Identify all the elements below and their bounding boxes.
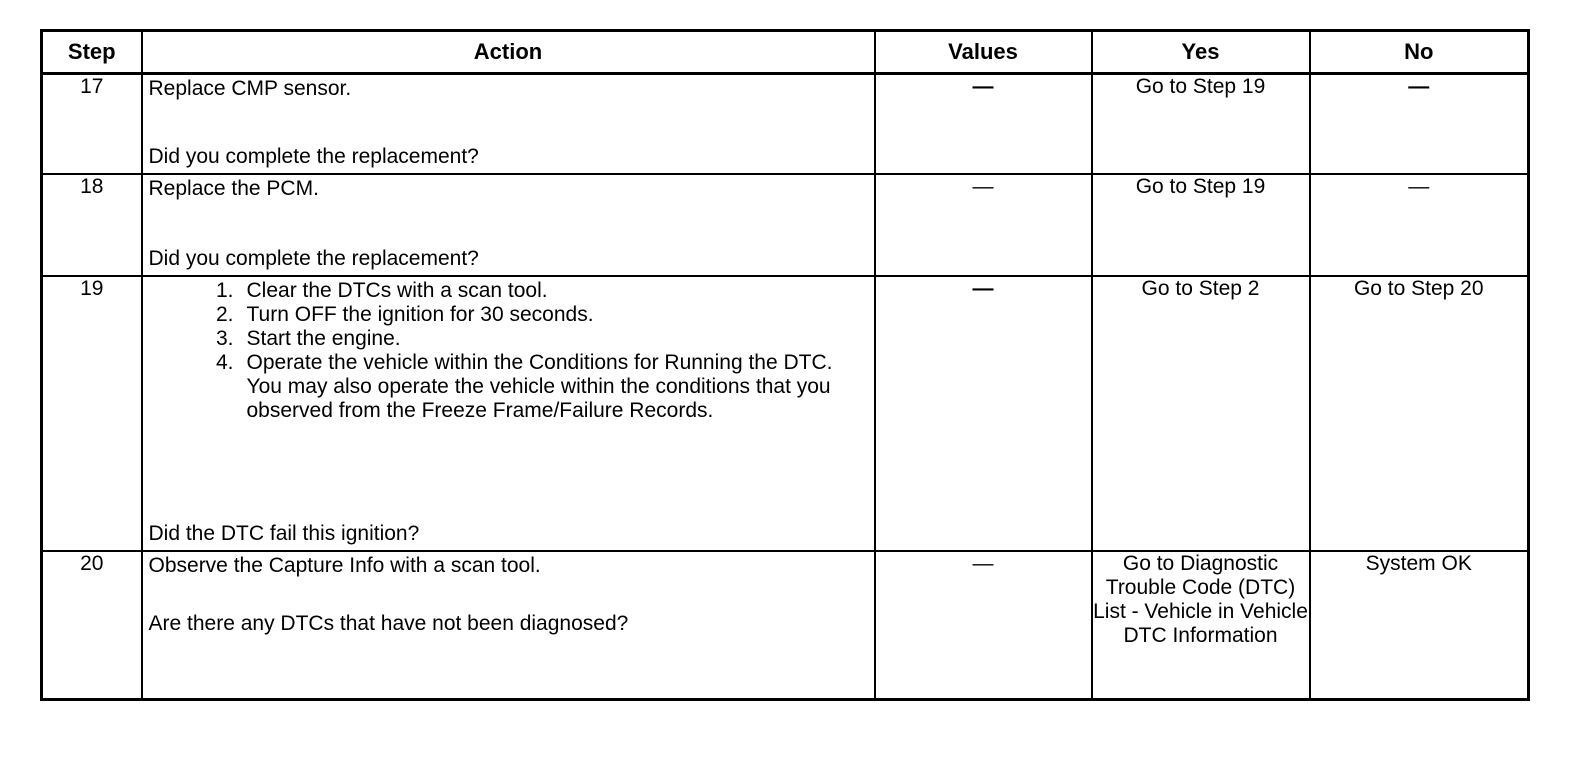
step-number [42, 74, 142, 175]
yes-cell [1092, 551, 1310, 700]
table-row-step-18 [42, 174, 1529, 276]
list-item-number: 1. [215, 279, 234, 302]
values-cell: — [875, 174, 1092, 276]
step-number-text: 18 [80, 175, 104, 198]
yes-cell: Go to Step 19 [1092, 74, 1310, 175]
action-content [143, 277, 874, 550]
list-item-number: 3. [215, 327, 234, 350]
diagnostic-table [40, 29, 1530, 701]
table-row-step-17 [42, 74, 1529, 175]
list-item [149, 351, 847, 423]
list-item-number: 2. [215, 303, 234, 326]
action-content [143, 175, 874, 275]
action-cell [142, 74, 875, 175]
list-item [149, 303, 847, 327]
header-values: Values [875, 31, 1092, 74]
step-number-text: 19 [80, 277, 104, 300]
values-cell: — [875, 551, 1092, 700]
list-item-text: Operate the vehicle within the Conditions for Running the DTC. You may also operate the vehicle within the conditions that you observed from the Freeze Frame/Failure Records. [246, 351, 833, 422]
step-number-text: 20 [80, 552, 104, 575]
list-item-text: Turn OFF the ignition for 30 seconds. [246, 303, 594, 326]
table-header [42, 31, 1529, 74]
header-row [42, 31, 1529, 74]
action-instruction: Replace the PCM. [148, 177, 319, 200]
list-item-number: 4. [215, 351, 234, 374]
step-number-text: 17 [80, 75, 104, 98]
no-value: — [1408, 175, 1430, 198]
yes-cell: Go to Step 2 [1092, 276, 1310, 551]
yes-cell: Go to Step 19 [1092, 174, 1310, 276]
list-item-text: Clear the DTCs with a scan tool. [246, 279, 548, 302]
table-row-step-20 [42, 551, 1529, 700]
action-content [143, 75, 874, 173]
list-item [149, 327, 847, 351]
action-instruction: Observe the Capture Info with a scan tool. [148, 554, 541, 577]
yes-value: Go to Diagnostic Trouble Code (DTC) List - Vehicle in Vehicle DTC Information [1093, 552, 1308, 647]
action-cell [142, 551, 875, 700]
step-number [42, 174, 142, 276]
action-question: Did the DTC fail this ignition? [148, 522, 420, 545]
action-cell [142, 174, 875, 276]
values-cell: — [875, 276, 1092, 551]
header-no: No [1310, 31, 1529, 74]
step-number [42, 551, 142, 700]
no-cell: System OK [1310, 551, 1529, 700]
table-row-step-19 [42, 276, 1529, 551]
no-value: — [1408, 75, 1430, 98]
header-yes: Yes [1092, 31, 1310, 74]
values-cell: — [875, 74, 1092, 175]
step-number [42, 276, 142, 551]
action-cell [142, 276, 875, 551]
action-step-list [149, 279, 868, 423]
action-question: Are there any DTCs that have not been diagnosed? [148, 612, 629, 635]
action-instruction: Replace CMP sensor. [148, 77, 352, 100]
list-item [149, 279, 847, 303]
no-cell [1310, 174, 1529, 276]
action-question: Did you complete the replacement? [148, 145, 479, 168]
header-step: Step [42, 31, 142, 74]
action-question: Did you complete the replacement? [148, 247, 479, 270]
no-cell [1310, 74, 1529, 175]
list-item-text: Start the engine. [246, 327, 401, 350]
header-action: Action [142, 31, 875, 74]
action-content [143, 552, 874, 698]
no-cell: Go to Step 20 [1310, 276, 1529, 551]
